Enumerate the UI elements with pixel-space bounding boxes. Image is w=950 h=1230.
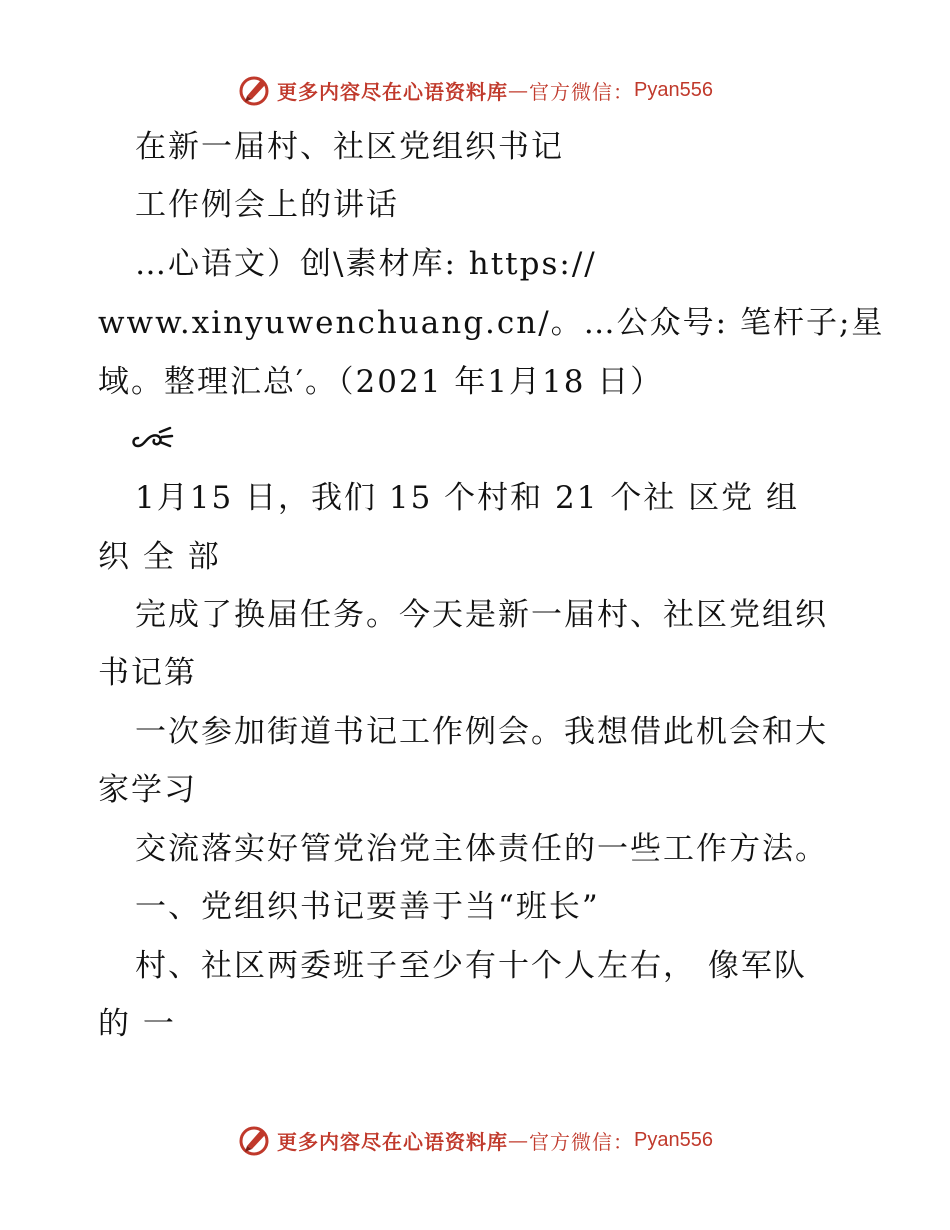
body-line-5: 一次参加街道书记工作例会。我想借此机会和大	[135, 714, 828, 750]
source-line-1: …心语文）创\素材库: https://	[135, 246, 597, 282]
banner-wechat-label: 官方微信：	[529, 1129, 635, 1154]
body-line-9: 的 一	[98, 1006, 176, 1042]
body-line-1: 1月15 日，我们 15 个村和 21 个社 区党 组	[135, 480, 800, 516]
banner-dash: —	[508, 1128, 530, 1152]
pen-logo-icon	[237, 1122, 273, 1158]
body-line-8: 村、社区两委班子至少有十个人左右， 像军队	[135, 948, 807, 984]
banner-wechat-id: Pyan556	[634, 1128, 713, 1151]
source-line-2: www.xinyuwenchuang.cn/。…公众号: 笔杆子;星	[98, 305, 885, 341]
banner-site-text: 更多内容尽在心语资料库	[277, 79, 509, 104]
body-line-4: 书记第	[98, 655, 197, 691]
banner-dash: —	[508, 78, 530, 102]
body-line-7: 交流落实好管党治党主体责任的一些工作方法。	[135, 831, 828, 867]
pen-logo-icon	[237, 72, 273, 108]
section-heading-1: 一、党组织书记要善于当“班长”	[135, 889, 600, 925]
footer-watermark-banner	[0, 1120, 950, 1160]
body-line-6: 家学习	[98, 772, 197, 808]
doc-title-line-2: 工作例会上的讲话	[135, 187, 399, 223]
doc-title-line-1: 在新一届村、社区党组织书记	[135, 129, 564, 165]
banner-wechat-id: Pyan556	[634, 78, 713, 101]
body-line-3: 完成了换届任务。今天是新一届村、社区党组织	[135, 597, 828, 633]
source-line-3: 域。整理汇总′。（2021 年1月18 日）	[98, 364, 664, 400]
body-line-2: 织 全 部	[98, 539, 221, 575]
banner-site-text: 更多内容尽在心语资料库	[277, 1129, 509, 1154]
banner-wechat-label: 官方微信：	[529, 79, 635, 104]
header-watermark-banner	[0, 70, 950, 110]
ornament-icon	[130, 424, 174, 450]
